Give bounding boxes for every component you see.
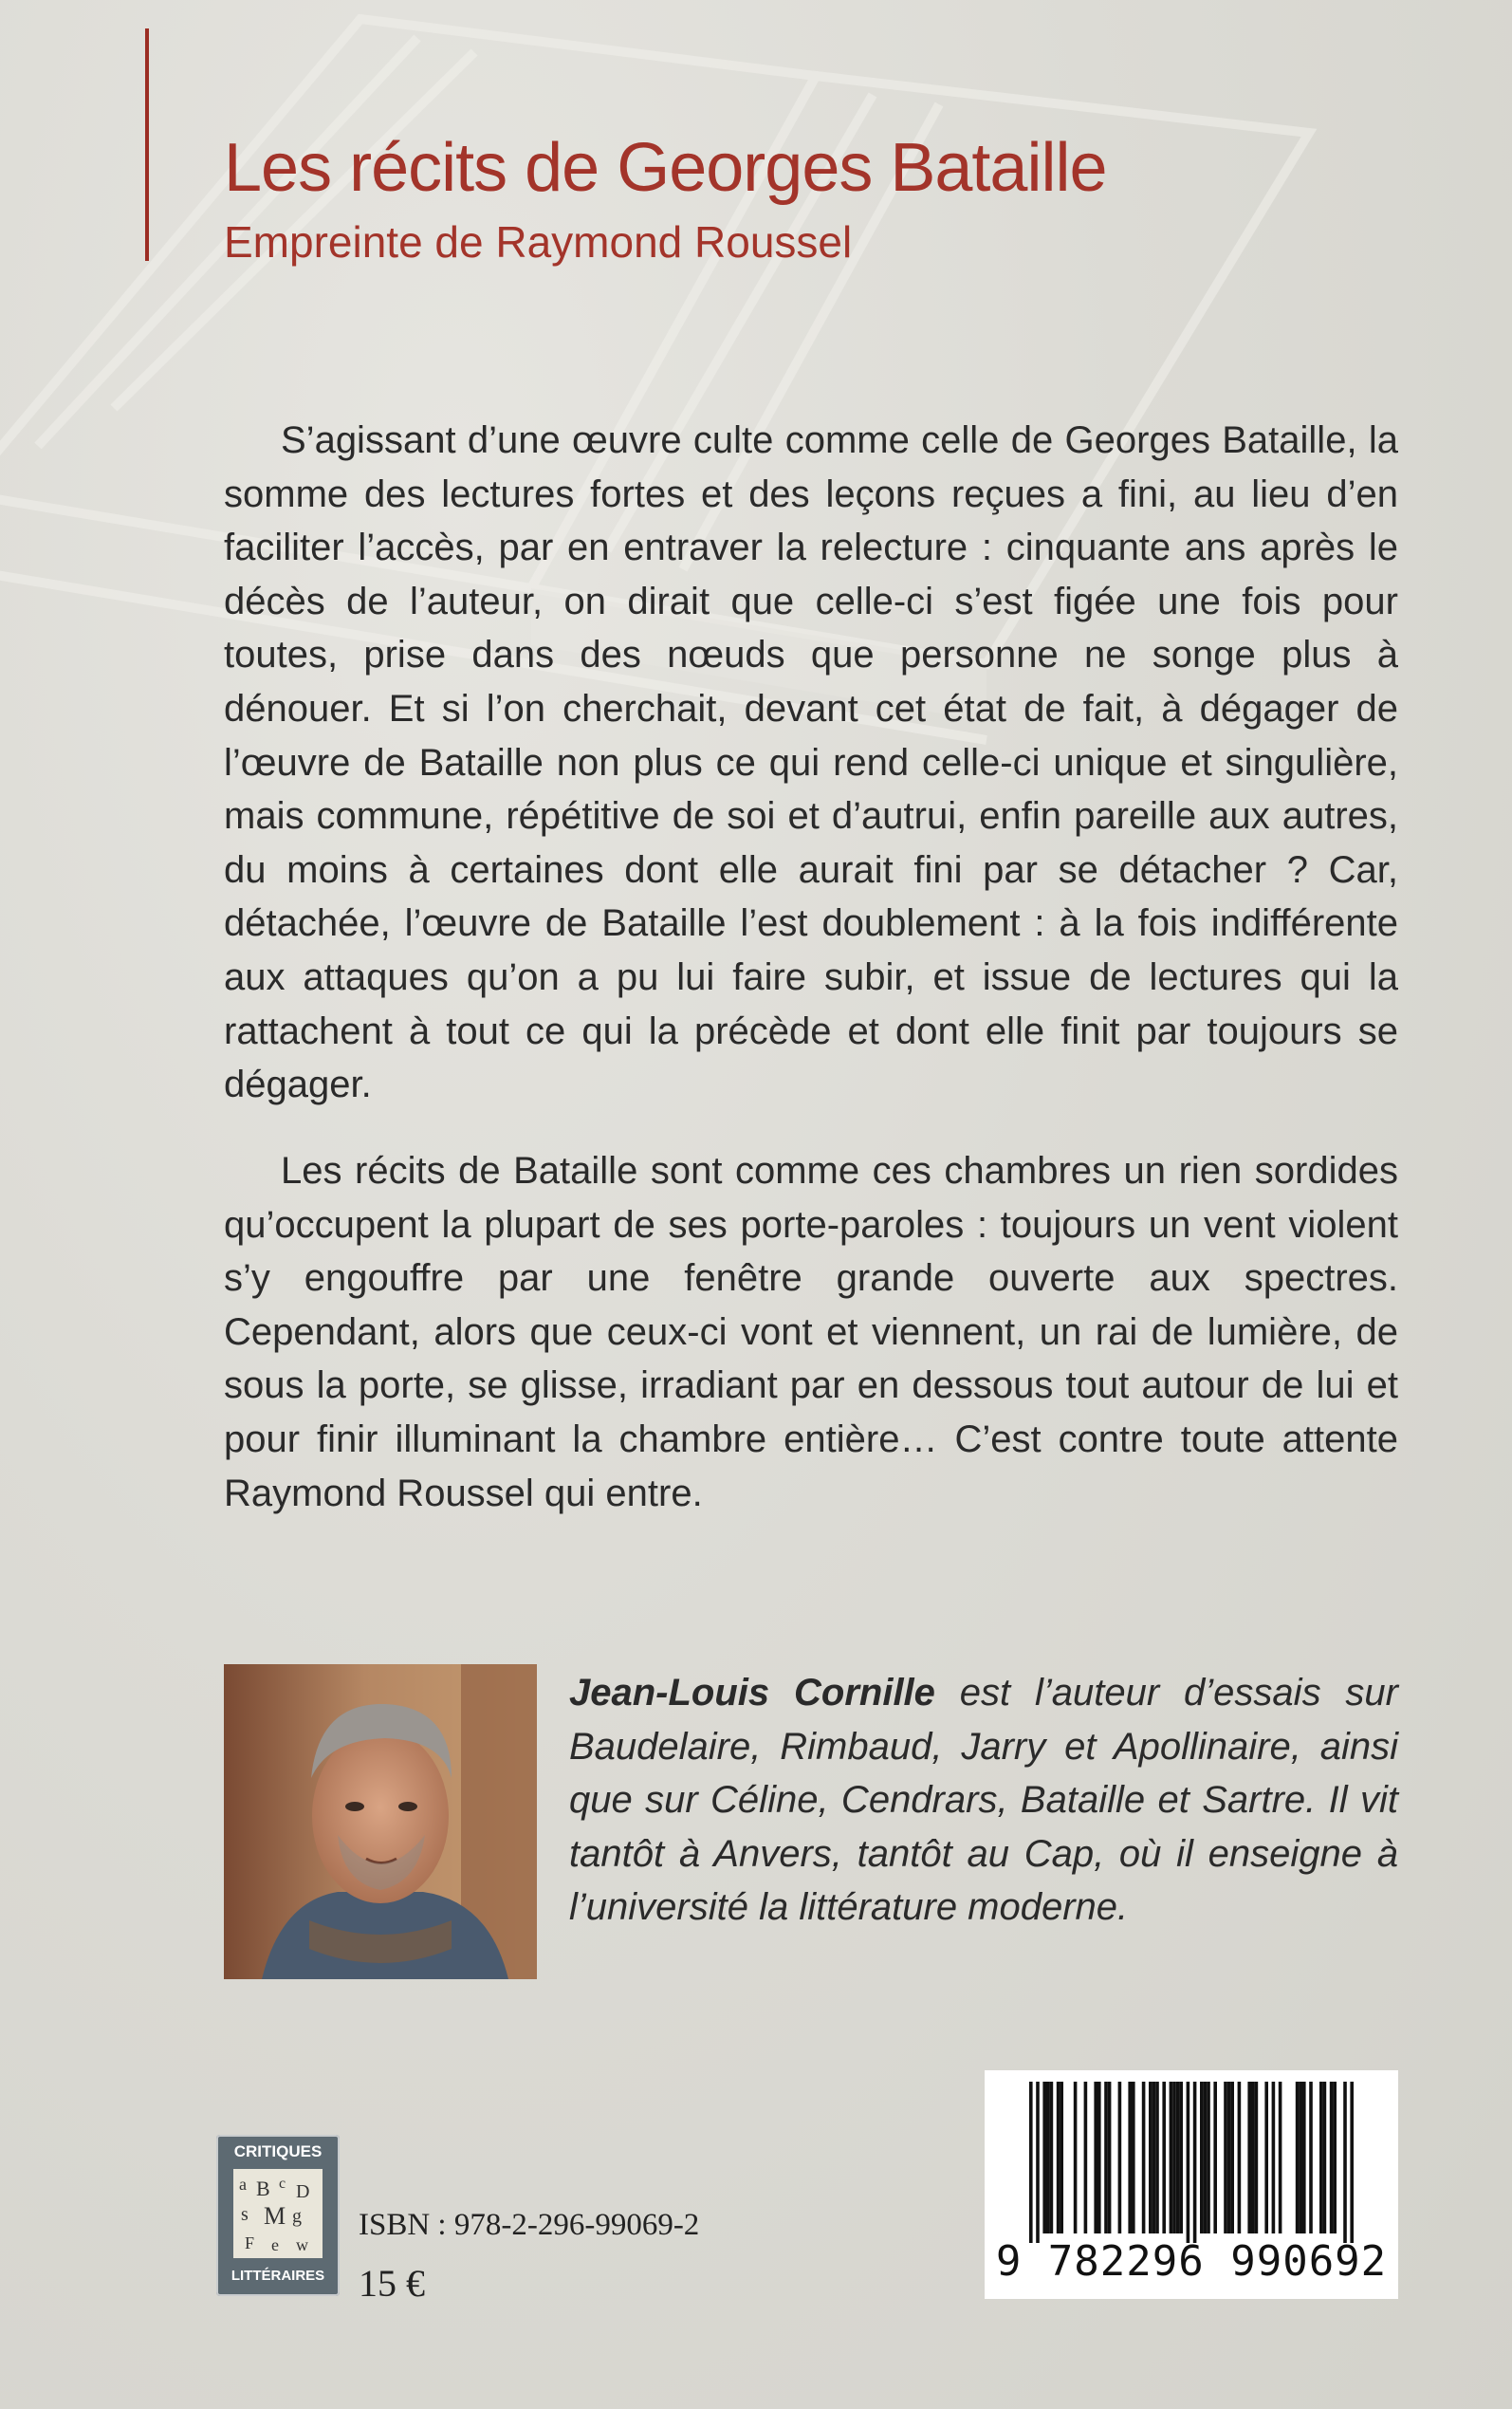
svg-text:s: s (241, 2204, 249, 2225)
svg-text:F: F (245, 2233, 255, 2252)
barcode-bar (1255, 2082, 1259, 2233)
author-photo (224, 1664, 537, 1979)
barcode-bar (1224, 2082, 1227, 2233)
barcode-bar (1170, 2082, 1173, 2233)
svg-text:g: g (292, 2206, 302, 2227)
barcode-bar (1227, 2082, 1231, 2233)
blurb-paragraph-2: Les récits de Bataille sont comme ces chambres un rien sordides qu’occupent la plupart de ses porte-paroles : toujours un vent violent s’y engouffre par une fenêtre grande ouverte aux spectres. Cependant, alors que ceux-ci vont et viennent, un rai de lumière, de sous la porte, se glisse, irradiant par en dessous tout autour de lui et pour finir illuminant la chambre entière… C’est contre toute attente Raymond Roussel qui entre. (224, 1150, 1398, 1514)
barcode-bar (1302, 2082, 1306, 2233)
barcode-bar (1200, 2082, 1204, 2233)
barcode-bar (1142, 2082, 1146, 2233)
barcode-bar (1333, 2082, 1337, 2233)
svg-text:c: c (279, 2176, 286, 2192)
svg-text:D: D (296, 2181, 310, 2202)
barcode-bar (1309, 2082, 1313, 2233)
barcode-bar (1187, 2082, 1190, 2243)
barcode-digits: 9 782296 990692 (995, 2237, 1388, 2286)
barcode-bar (1046, 2082, 1050, 2233)
barcode-bar (1330, 2082, 1334, 2233)
barcode-bar (1296, 2082, 1300, 2233)
barcode-bar (1108, 2082, 1112, 2233)
barcode-bar (1213, 2082, 1217, 2233)
collection-letters-emblem (230, 2167, 326, 2262)
title-accent-rule (145, 28, 149, 261)
barcode-bar (1323, 2082, 1327, 2233)
svg-text:e: e (271, 2235, 279, 2254)
barcode-bar (1207, 2082, 1210, 2233)
barcode-bar (1149, 2082, 1152, 2233)
barcode-bar (1094, 2082, 1097, 2233)
barcode-bar (1176, 2082, 1180, 2233)
barcode-bar (1104, 2082, 1108, 2233)
barcode-bar (1279, 2082, 1282, 2233)
barcode-bar (1247, 2082, 1251, 2233)
barcode-bar (1238, 2082, 1242, 2233)
barcode-bar (1319, 2082, 1323, 2233)
collection-label-bottom: LITTÉRAIRES (230, 2268, 325, 2284)
barcode-bar (1299, 2082, 1302, 2233)
collection-logo (216, 2135, 340, 2296)
barcode-bar (1050, 2082, 1054, 2233)
barcode-bar (1060, 2082, 1063, 2233)
barcode-bar (1074, 2082, 1078, 2233)
barcode-bar (1251, 2082, 1255, 2233)
barcode-bar (1179, 2082, 1183, 2233)
barcode-bar (1128, 2082, 1132, 2233)
barcode-bar (1343, 2082, 1347, 2243)
barcode-bar (1097, 2082, 1101, 2233)
author-biography (569, 1666, 1398, 1935)
svg-text:w: w (296, 2235, 308, 2254)
barcode (985, 2070, 1398, 2299)
blurb-paragraph-1: S’agissant d’une œuvre culte comme celle de Georges Bataille, la somme des lectures fortes et des leçons reçues a fini, au lieu d’en faciliter l’accès, par en entraver la relecture : cinquante ans après le décès de l’auteur, on dirait que celle-ci s’est figée une fois pour toutes, prise dans des nœuds que personne ne songe plus à dénouer. Et si l’on cherchait, devant cet état de fait, à dégager de l’œuvre de Bataille non plus ce qui rend celle-ci unique et singulière, mais commune, répétitive de soi et d’autrui, enfin pareille aux autres, du moins à certaines dont elle aurait fini par se détacher ? Car, détachée, l’œuvre de Bataille l’est doublement : à la fois indifférente aux attaques qu’on a pu lui faire subir, et issue de lectures qui la rattachent à tout ce qui la précède et dont elle finit par toujours se dégager. (224, 419, 1398, 1106)
isbn-text: ISBN : 978-2-296-99069-2 (359, 2208, 700, 2242)
book-subtitle: Empreinte de Raymond Roussel (224, 217, 853, 267)
barcode-bar (1230, 2082, 1234, 2233)
barcode-bar (1204, 2082, 1208, 2233)
barcode-bar (1162, 2082, 1166, 2233)
barcode-bar (1350, 2082, 1354, 2243)
book-title: Les récits de Georges Bataille (224, 130, 1107, 206)
barcode-bar (1193, 2082, 1197, 2243)
collection-label-top: CRITIQUES (233, 2142, 323, 2160)
barcode-bar (1118, 2082, 1122, 2233)
barcode-bar (1152, 2082, 1156, 2233)
price-text: 15 € (359, 2262, 425, 2305)
author-bio-text: est l’auteur d’essais sur Baudelaire, Rimbaud, Jarry et Apollinaire, ainsi que sur Céline, Cendrars, Bataille et Sartre. Il vit tantôt à Anvers, tantôt au Cap, où il enseigne à l’université la littérature moderne. (569, 1672, 1398, 1929)
barcode-bar (1172, 2082, 1176, 2233)
svg-text:M: M (264, 2202, 286, 2230)
barcode-bar (1042, 2082, 1046, 2233)
barcode-bar (1057, 2082, 1060, 2233)
barcode-bar (1084, 2082, 1088, 2233)
barcode-bar (1264, 2082, 1268, 2233)
barcode-bar (1036, 2082, 1040, 2243)
barcode-bar (1029, 2082, 1033, 2243)
svg-text:a: a (239, 2175, 247, 2194)
author-name: Jean-Louis Cornille (569, 1672, 935, 1714)
svg-text:B: B (256, 2177, 270, 2200)
barcode-bar (1155, 2082, 1159, 2233)
barcode-bar (1272, 2082, 1276, 2233)
barcode-bar (1132, 2082, 1135, 2233)
